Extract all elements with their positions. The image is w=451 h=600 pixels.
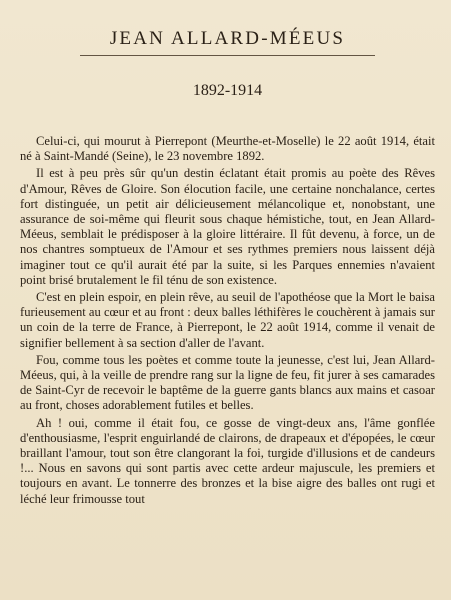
paragraph: Il est à peu près sûr qu'un destin éclatant était promis au poète des Rêves d'Amour, Rêves de Gloire. Son élocution facile, une certaine nonchalance, certes fort distinguée, un petit air délicieusement mélancolique et, nonobstant, une assurance de soi-même qui fleurit sous chaque hémistiche, tout, en Jean Allard-Méeus, semblait le prédisposer à la gloire littéraire. Il fût devenu, à force, un de nos chantres somptueux de l'Amour et ses rythmes premiers nous laissent déjà imaginer tout ce qu'il aurait été par la suite, si les Parques ennemies n'avaient point brisé brutalement le fil ténu de son existence.	[20, 166, 435, 287]
page-title: JEAN ALLARD-MÉEUS	[109, 28, 346, 49]
paragraph: Ah ! oui, comme il était fou, ce gosse de vingt-deux ans, l'âme gonflée d'enthousiasme, l'esprit enguirlandé de clairons, de drapeaux et d'épopées, le cœur braillant l'amour, tout son être clangorant la foi, turgide d'illusions et de candeurs !... Nous en savons qui sont partis avec cette ardeur majuscule, les premiers et toujours en avant. Le tonnerre des bronzes et la bise aigre des balles ont rugi et léché leur frimousse tout	[20, 415, 435, 506]
paragraph: Fou, comme tous les poètes et comme toute la jeunesse, c'est lui, Jean Allard-Méeus, qui, à la veille de prendre rang sur la ligne de feu, fit jurer à ses camarades de Saint-Cyr de recevoir le baptême de la guerre gants blancs aux mains et casoar au front, choses adorablement futiles et belles.	[20, 352, 435, 413]
paragraph: C'est en plein espoir, en plein rêve, au seuil de l'apothéose que la Mort le baisa furieusement au cœur et au front : deux balles léthifères le couchèrent à jamais sur un coin de la terre de France, à Pierrepont, le 22 août 1914, comme il venait de signifier bellement à sa section d'aller de l'avant.	[20, 290, 435, 350]
life-dates: 1892-1914	[192, 82, 263, 99]
body-text	[20, 134, 435, 507]
paragraph: Celui-ci, qui mourut à Pierrepont (Meurthe-et-Moselle) le 22 août 1914, était né à Saint-Mandé (Seine), le 23 novembre 1892.	[20, 134, 435, 164]
title-underline	[80, 55, 375, 56]
